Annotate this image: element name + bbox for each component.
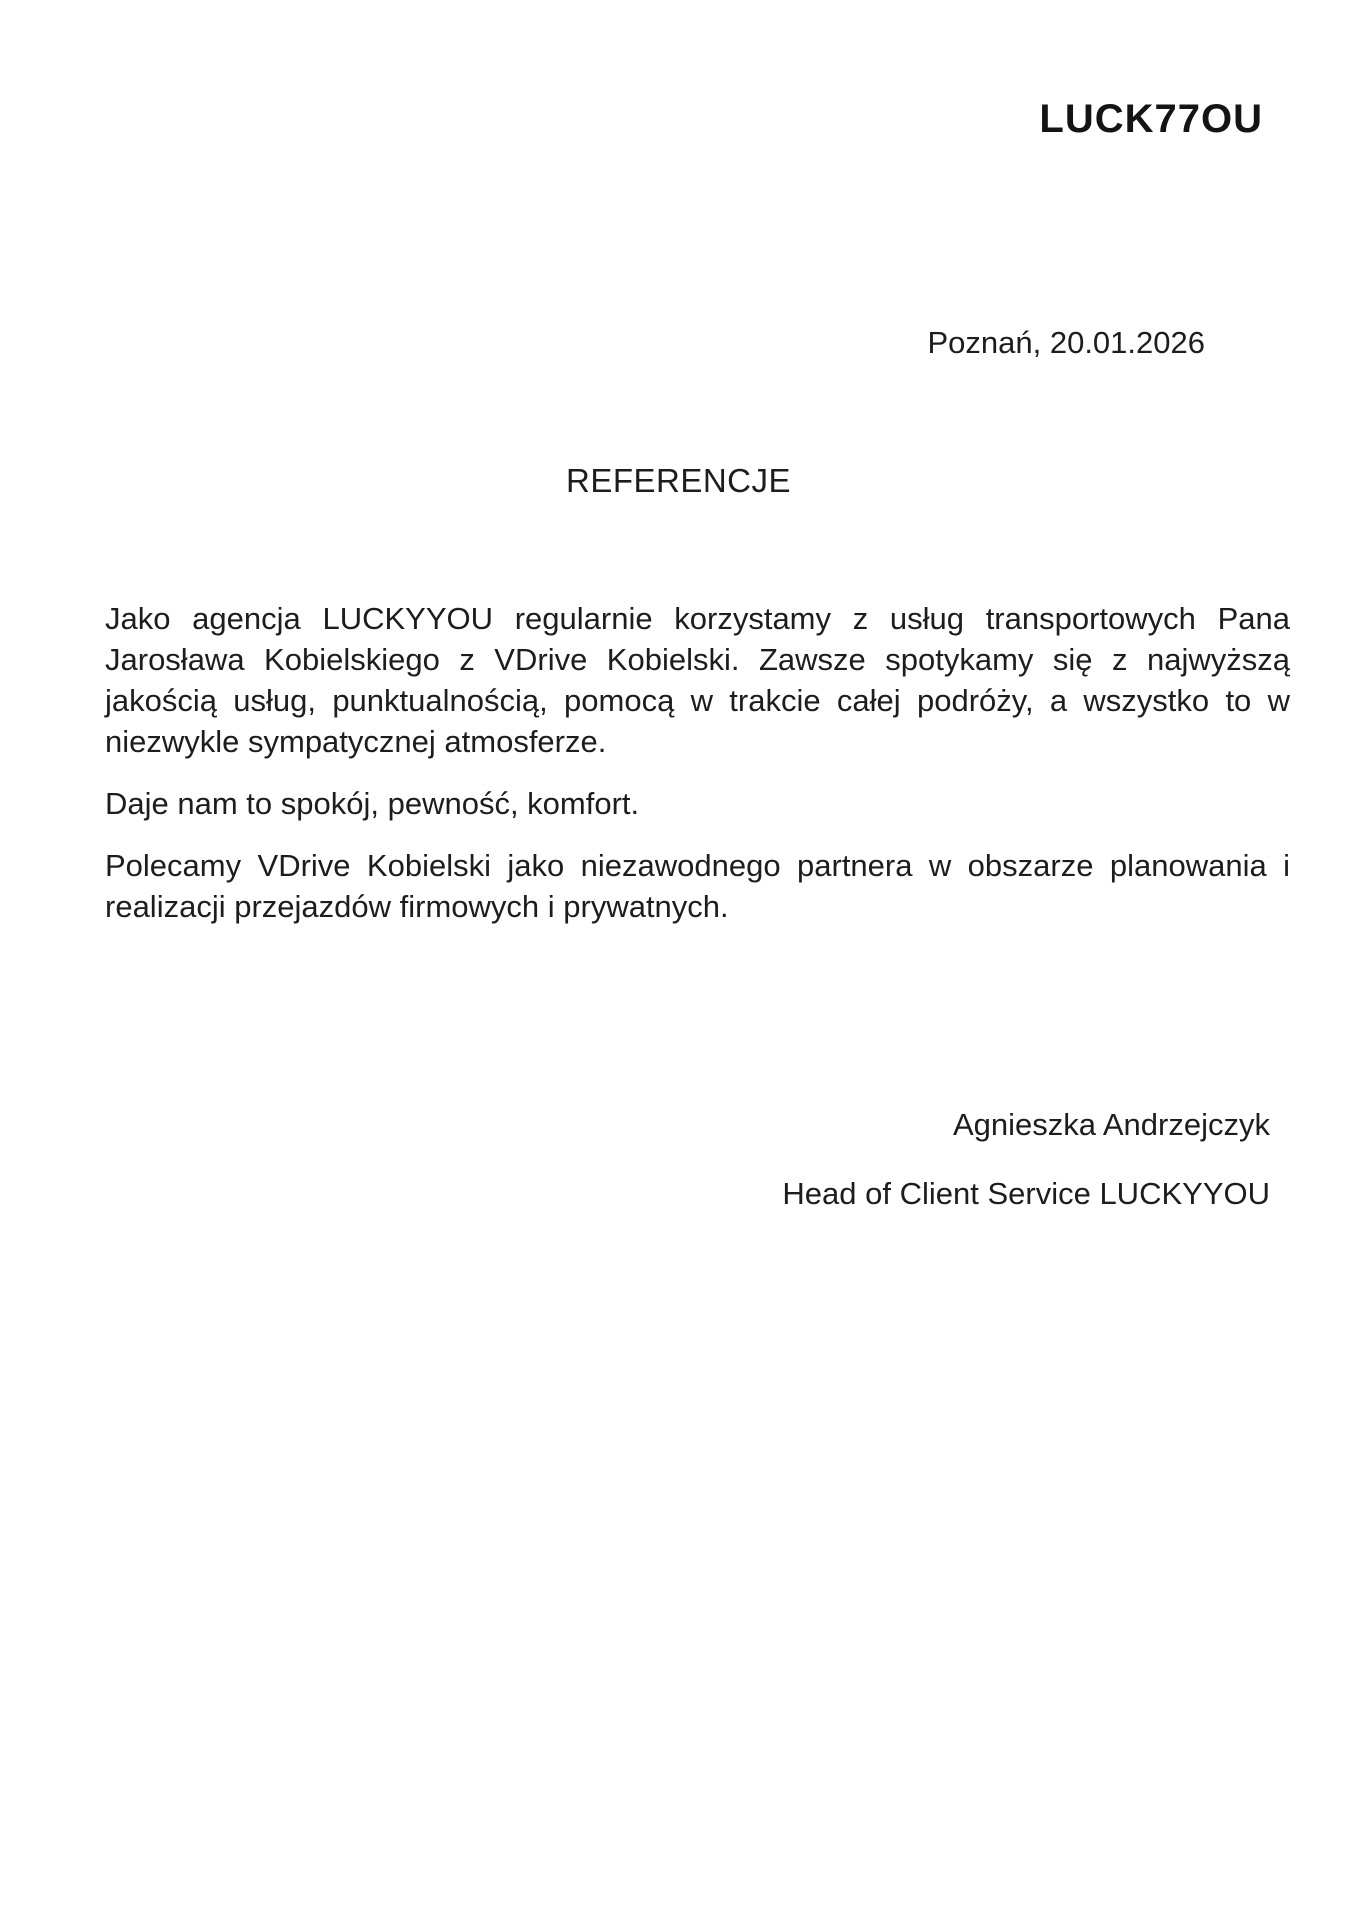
text-line: niezwykle sympatycznej atmosferze.: [105, 724, 607, 759]
text-line: jakością usług, punktualnością, pomocą w trakcie całej podróży, a wszystko to w: [105, 683, 1290, 718]
signature-block: [782, 1104, 1270, 1214]
text-line: realizacji przejazdów firmowych i prywatnych.: [105, 889, 729, 924]
letter-title: REFERENCJE: [565, 462, 792, 499]
text-line: Polecamy VDrive Kobielski jako niezawodnego partnera w obszarze planowania i: [105, 848, 1290, 883]
paragraph-3: [105, 845, 1290, 927]
paragraph-1: [105, 598, 1290, 762]
text-line: Daje nam to spokój, pewność, komfort.: [105, 786, 640, 821]
signature-name: Agnieszka Andrzejczyk: [952, 1107, 1270, 1142]
text-line: Jarosława Kobielskiego z VDrive Kobielski. Zawsze spotykamy się z najwyższą: [105, 642, 1290, 677]
paragraph-2: [105, 783, 1290, 824]
letter-body: [105, 598, 1290, 948]
luckyyou-logo: LUCK77OU: [1039, 97, 1263, 141]
text-line: Jako agencja LUCKYYOU regularnie korzystamy z usług transportowych Pana: [105, 601, 1290, 636]
signature-role: Head of Client Service LUCKYYOU: [782, 1176, 1270, 1211]
dateline: Poznań, 20.01.2026: [927, 325, 1205, 360]
